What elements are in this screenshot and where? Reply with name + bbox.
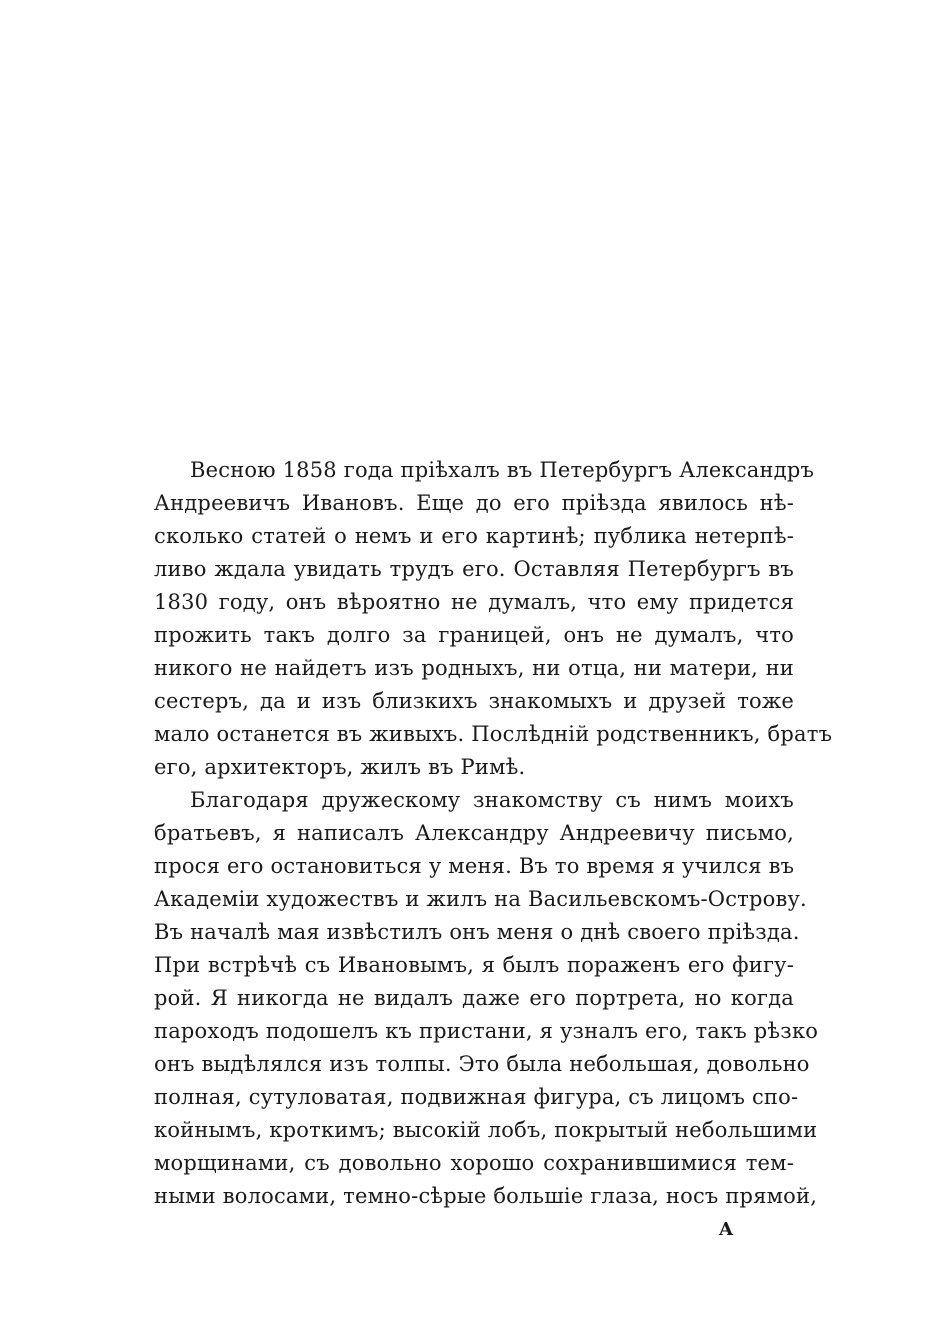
text-line: братьевъ, я написалъ Александру Андреевичу письмо, bbox=[154, 821, 794, 845]
text-line: сестеръ, да и изъ близкихъ знакомыхъ и друзей тоже bbox=[154, 689, 794, 713]
text-line: койнымъ, кроткимъ; высокiй лобъ, покрытый небольшими bbox=[154, 1118, 818, 1142]
signature-mark: A bbox=[719, 1219, 733, 1240]
text-line: его, архитекторъ, жилъ въ Римѣ. bbox=[154, 755, 526, 779]
text-line: рой. Я никогда не видалъ даже его портрета, но когда bbox=[154, 986, 794, 1010]
text-line: полная, сутуловатая, подвижная фигура, съ лицомъ спо- bbox=[154, 1085, 799, 1109]
paragraph-1 bbox=[154, 454, 833, 784]
text-line: прожить такъ долго за границей, онъ не думалъ, что bbox=[154, 623, 794, 647]
text-line: прося его остановиться у меня. Въ то время я учился въ bbox=[154, 854, 795, 878]
text-line: никого не найдетъ изъ родныхъ, ни отца, ни матери, ни bbox=[154, 656, 794, 680]
text-line: Благодаря дружескому знакомству съ нимъ моихъ bbox=[190, 788, 794, 812]
text-line: Весною 1858 года прiѣхалъ въ Петербургъ Александръ bbox=[190, 458, 815, 482]
text-line: пароходъ подошелъ къ пристани, я узналъ его, такъ рѣзко bbox=[154, 1019, 819, 1043]
text-line: мало останется въ живыхъ. Послѣднiй родственникъ, братъ bbox=[154, 722, 833, 746]
text-line: ными волосами, темно-сѣрые большiе глаза, носъ прямой, bbox=[154, 1184, 818, 1208]
text-line: сколько статей о немъ и его картинѣ; публика нетерпѣ- bbox=[154, 524, 794, 548]
text-line: ливо ждала увидать трудъ его. Оставляя Петербургъ въ bbox=[154, 557, 794, 581]
text-line: морщинами, съ довольно хорошо сохранившимися тем- bbox=[154, 1151, 794, 1175]
text-line: 1830 году, онъ вѣроятно не думалъ, что ему придется bbox=[154, 590, 794, 614]
text-body bbox=[154, 454, 833, 1213]
text-line: Андреевичъ Ивановъ. Еще до его прiѣзда явилось нѣ- bbox=[154, 491, 794, 515]
text-line: При встрѣчѣ съ Ивановымъ, я былъ пораженъ его фигу- bbox=[154, 953, 794, 977]
text-line: Въ началѣ мая извѣстилъ онъ меня о днѣ своего прiѣзда. bbox=[154, 920, 800, 944]
text-line: Академiи художествъ и жилъ на Васильевскомъ-Острову. bbox=[154, 887, 807, 911]
text-line: онъ выдѣлялся изъ толпы. Это была небольшая, довольно bbox=[154, 1052, 810, 1076]
paragraph-2 bbox=[154, 784, 819, 1213]
